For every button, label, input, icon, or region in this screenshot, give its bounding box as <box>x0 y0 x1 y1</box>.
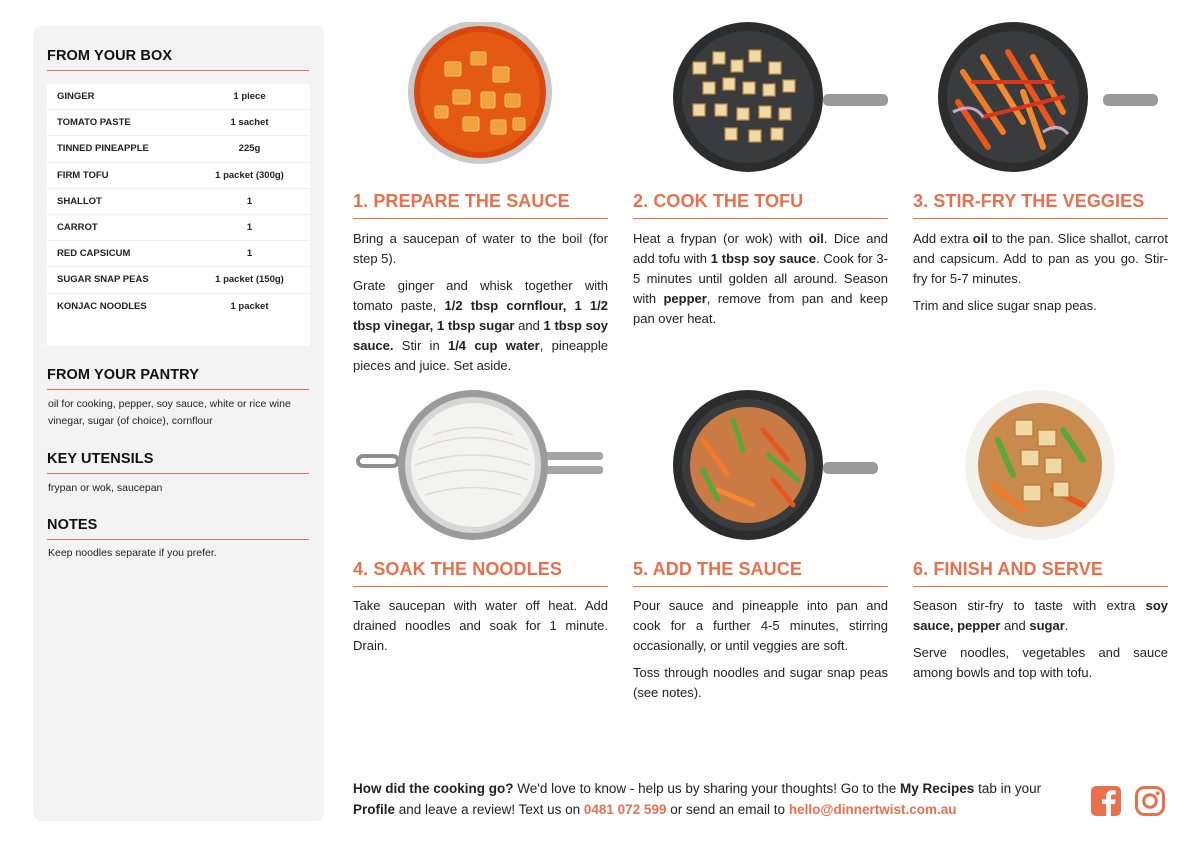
footer-question: How did the cooking go? <box>353 781 514 796</box>
ingredient-name: KONJAC NOODLES <box>57 301 147 313</box>
bold-text: soy sauce, pepper <box>913 598 1168 633</box>
ingredient-quantity: 1 <box>246 195 253 207</box>
my-recipes-link[interactable]: My Recipes <box>900 781 975 796</box>
step-paragraph <box>633 663 888 703</box>
step-paragraph <box>913 229 1168 289</box>
text: Trim and slice sugar snap peas. <box>913 298 1097 313</box>
step-3-body <box>913 229 1168 323</box>
sidebar-panel <box>33 26 324 821</box>
step-5-body <box>633 596 888 710</box>
ingredient-name: TOMATO PASTE <box>57 117 131 129</box>
ingredient-name: SHALLOT <box>57 195 102 207</box>
step-4-body <box>353 596 608 663</box>
step-5-title: 5. ADD THE SAUCE <box>633 559 888 587</box>
email-link[interactable]: hello@dinnertwist.com.au <box>788 802 957 817</box>
stirfry-pan-image <box>633 390 888 540</box>
served-bowl-image <box>913 390 1168 540</box>
step-4-title: 4. SOAK THE NOODLES <box>353 559 608 587</box>
facebook-icon[interactable] <box>1090 785 1122 817</box>
ingredient-row <box>47 84 310 110</box>
text: Serve noodles, vegetables and sauce among bowls and top with tofu. <box>913 645 1168 680</box>
step-1-title: 1. PREPARE THE SAUCE <box>353 191 608 219</box>
text: Take saucepan with water off heat. Add drained noodles and soak for 1 minute. Drain. <box>353 598 608 653</box>
ingredients-table <box>47 84 310 346</box>
ingredient-name: GINGER <box>57 91 95 103</box>
footer-text: or send an email to <box>666 802 789 817</box>
feedback-footer <box>353 778 1073 820</box>
text: Add extra <box>913 231 973 246</box>
text: Grate ginger and whisk together with tomato paste, <box>353 278 608 313</box>
step-6-title: 6. FINISH AND SERVE <box>913 559 1168 587</box>
pantry-text: oil for cooking, pepper, soy sauce, white or rice wine vinegar, sugar (of choice), cornflour <box>48 398 291 427</box>
step-3-title: 3. STIR-FRY THE VEGGIES <box>913 191 1168 219</box>
sauce-bowl-image <box>353 22 608 172</box>
bold-text: 1 tbsp soy sauce <box>710 251 817 266</box>
step-paragraph <box>913 296 1168 316</box>
profile-link[interactable]: Profile <box>353 802 396 817</box>
tofu-pan-image <box>633 22 888 172</box>
ingredient-row <box>47 267 310 293</box>
ingredient-name: CARROT <box>57 222 98 234</box>
step-paragraph <box>353 229 608 269</box>
step-paragraph <box>353 596 608 656</box>
ingredient-quantity: 1 packet (300g) <box>215 169 284 181</box>
ingredient-quantity: 1 piece <box>233 91 266 103</box>
step-1-body <box>353 229 608 383</box>
ingredient-quantity: 1 sachet <box>230 117 269 129</box>
text: , pineapple pieces and juice. Set aside. <box>353 338 608 373</box>
notes-heading: NOTES <box>47 517 309 540</box>
phone-link[interactable]: 0481 072 599 <box>583 802 667 817</box>
ingredient-row <box>47 215 310 241</box>
text: . Cook for 3-5 minutes until golden all around. Season with <box>633 251 888 306</box>
footer-text: We'd love to know - help us by sharing your thoughts! Go to the <box>513 781 901 796</box>
text: Toss through noodles and sugar snap peas (see notes). <box>633 665 888 700</box>
step-paragraph <box>913 643 1168 683</box>
veggies-pan-image <box>913 22 1168 172</box>
ingredient-quantity: 1 packet <box>230 301 269 313</box>
ingredient-row <box>47 136 310 162</box>
instagram-icon[interactable] <box>1134 785 1166 817</box>
ingredient-row <box>47 110 310 136</box>
text: and <box>1000 618 1030 633</box>
utensils-text: frypan or wok, saucepan <box>48 482 163 494</box>
ingredient-quantity: 1 <box>246 248 253 260</box>
text: Season stir-fry to taste with extra <box>913 598 1146 613</box>
ingredient-name: FIRM TOFU <box>57 169 109 181</box>
bold-text: pepper <box>663 291 707 306</box>
ingredient-quantity: 1 <box>246 222 253 234</box>
ingredient-row <box>47 163 310 189</box>
step-paragraph <box>913 596 1168 636</box>
step-2-body <box>633 229 888 336</box>
footer-text: tab in your <box>974 781 1042 796</box>
bold-text: oil <box>808 231 824 246</box>
text: Stir in <box>393 338 448 353</box>
ingredient-quantity: 1 packet (150g) <box>215 274 284 286</box>
ingredient-name: RED CAPSICUM <box>57 248 131 260</box>
ingredient-name: TINNED PINEAPPLE <box>57 143 149 155</box>
noodles-strainer-image <box>353 390 608 540</box>
footer-text: and leave a review! Text us on <box>395 802 584 817</box>
ingredient-row <box>47 241 310 267</box>
bold-text: sugar <box>1029 618 1065 633</box>
step-paragraph <box>633 229 888 329</box>
text: . <box>1064 618 1069 633</box>
ingredient-row <box>47 189 310 215</box>
bold-text: oil <box>972 231 988 246</box>
step-2-title: 2. COOK THE TOFU <box>633 191 888 219</box>
step-paragraph <box>353 276 608 376</box>
step-6-body <box>913 596 1168 690</box>
pantry-heading: FROM YOUR PANTRY <box>47 367 309 390</box>
ingredient-quantity: 225g <box>238 143 261 155</box>
text: . Dice and add tofu with <box>633 231 888 266</box>
bold-text: 1 tbsp soy sauce. <box>353 318 608 353</box>
bold-text: 1/2 tbsp cornflour, 1 1/2 tbsp vinegar, 1 tbsp sugar <box>353 298 608 333</box>
ingredient-name: SUGAR SNAP PEAS <box>57 274 149 286</box>
bold-text: 1/4 cup water <box>447 338 540 353</box>
text: to the pan. Slice shallot, carrot and capsicum. Add to pan as you go. Stir-fry for 5-7 minutes. <box>913 231 1168 286</box>
text: and <box>514 318 544 333</box>
box-heading: FROM YOUR BOX <box>47 48 309 71</box>
text: Pour sauce and pineapple into pan and cook for a further 4-5 minutes, stirring occasionally, or until veggies are soft. <box>633 598 888 653</box>
text: , remove from pan and keep pan over heat. <box>633 291 888 326</box>
step-paragraph <box>633 596 888 656</box>
text: Bring a saucepan of water to the boil (for step 5). <box>353 231 608 266</box>
utensils-heading: KEY UTENSILS <box>47 451 309 474</box>
ingredient-row <box>47 294 310 320</box>
text: Heat a frypan (or wok) with <box>633 231 809 246</box>
notes-text: Keep noodles separate if you prefer. <box>48 547 217 559</box>
